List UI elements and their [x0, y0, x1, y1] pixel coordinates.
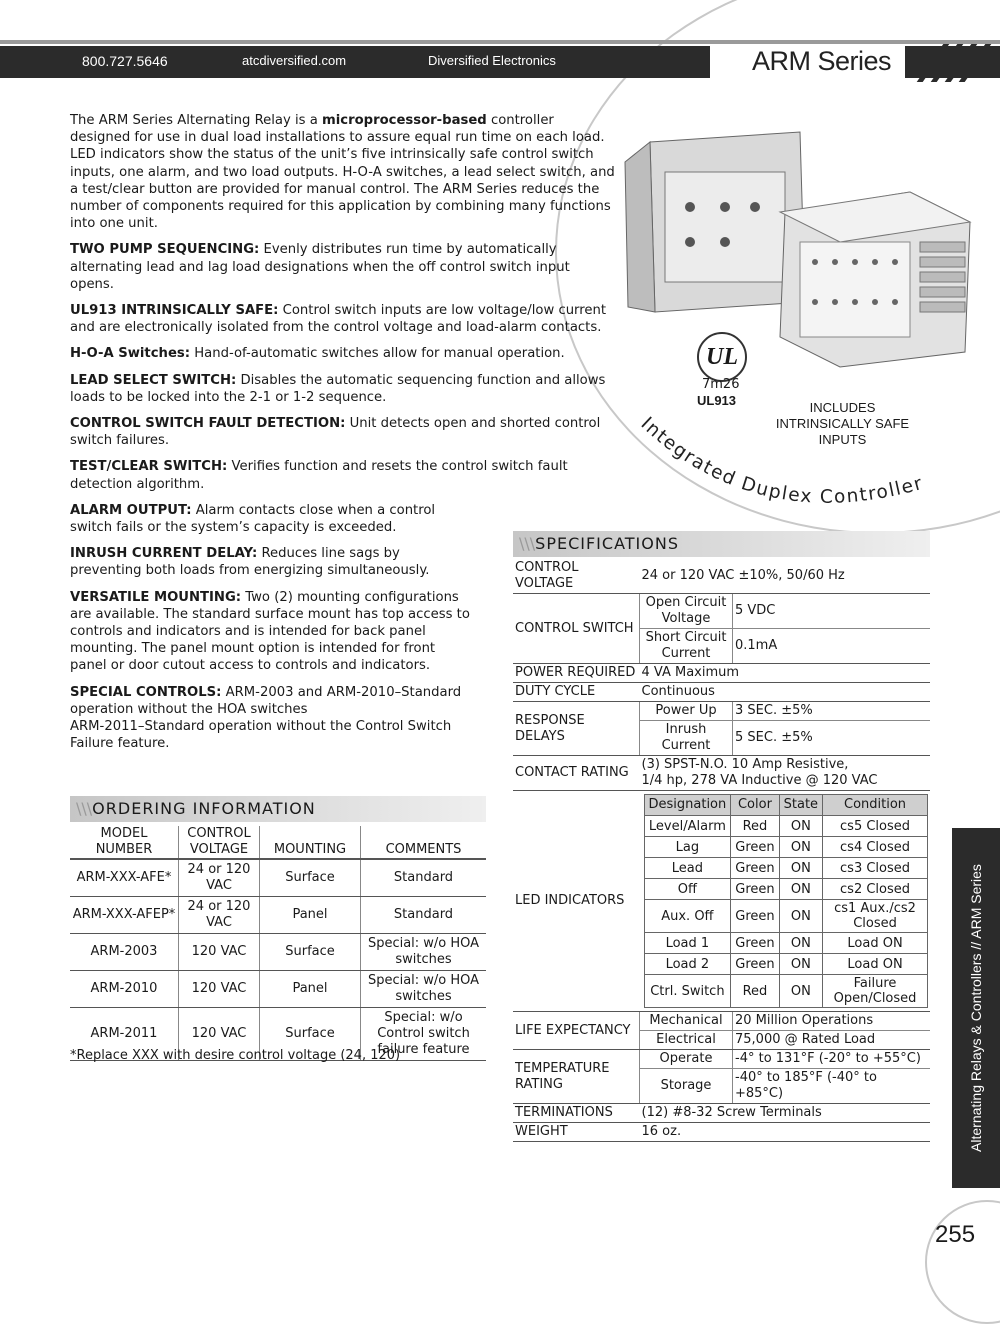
led-cell: ON	[779, 900, 822, 933]
ordering-cell: Surface	[260, 1008, 361, 1061]
led-cell: Level/Alarm	[644, 816, 731, 837]
ordering-cell: ARM-2003	[70, 934, 179, 971]
intro-paragraph: The ARM Series Alternating Relay is a microprocessor-based controller designed for use in dual load installations to assure equal run time on each load. LED indicators show the status of the unit’s five intrinsically safe control switch inputs, one alarm, and two load outputs. H-O-A switches, a lead select switch, and a test/clear button are provided for manual control. The ARM Series reduces the number of components required for this application by combining many functions into one unit.	[70, 113, 615, 232]
feature-paragraph: TEST/CLEAR SWITCH: Verifies function and resets the control switch fault detection algorithm.	[70, 459, 568, 492]
spec-label: LIFE EXPECTANCY	[513, 1012, 640, 1050]
feature-paragraph: H-O-A Switches: Hand-of-automatic switches allow for manual operation.	[70, 346, 565, 362]
spec-row	[513, 594, 930, 629]
ordering-row	[70, 971, 486, 1008]
tagline	[560, 380, 1000, 530]
led-row	[644, 858, 928, 879]
led-cell: Aux. Off	[644, 900, 731, 933]
spec-row	[513, 559, 930, 594]
ordering-row	[70, 897, 486, 934]
spec-row	[513, 1123, 930, 1142]
led-row	[644, 900, 928, 933]
spec-sublabel: Storage	[640, 1069, 733, 1104]
led-cell: Red	[731, 975, 779, 1008]
spec-label: DUTY CYCLE	[513, 683, 640, 702]
feature-paragraph: TWO PUMP SEQUENCING: Evenly distributes run time by automatically alternating lead and lag load designations when the off control switch input opens.	[70, 242, 570, 292]
ordering-cell: 120 VAC	[179, 1008, 260, 1061]
spec-label: TERMINATIONS	[513, 1104, 640, 1123]
led-cell: cs5 Closed	[823, 816, 928, 837]
spec-row	[513, 1050, 930, 1069]
led-cell: ON	[779, 816, 822, 837]
ordering-cell: 24 or 120 VAC	[179, 859, 260, 897]
spec-sublabel: Open Circuit Voltage	[640, 594, 733, 629]
spec-row	[513, 664, 930, 683]
spec-value: (12) #8-32 Screw Terminals	[640, 1104, 931, 1123]
spec-label: CONTACT RATING	[513, 756, 640, 791]
ordering-cell: Panel	[260, 971, 361, 1008]
ordering-cell: Special: w/o Control switch failure feature	[361, 1008, 487, 1061]
spec-value: 24 or 120 VAC ±10%, 50/60 Hz	[640, 559, 931, 594]
spec-label: CONTROL SWITCH	[513, 594, 640, 664]
led-cell: ON	[779, 837, 822, 858]
feature-paragraph: INRUSH CURRENT DELAY: Reduces line sags by preventing both loads from energizing simultaneously.	[70, 546, 430, 579]
led-cell: ON	[779, 975, 822, 1008]
led-cell: Load 2	[644, 954, 731, 975]
ordering-cell: Standard	[361, 859, 487, 897]
feature-paragraph: SPECIAL CONTROLS: ARM-2003 and ARM-2010–Standard operation without the HOA switches ARM-2011–Standard operation without the Control Switch Failure feature.	[70, 684, 462, 752]
spec-sublabel: Mechanical	[640, 1012, 733, 1031]
led-header: Condition	[823, 795, 928, 816]
spec-value: (3) SPST-N.O. 10 Amp Resistive, 1/4 hp, 278 VA Inductive @ 120 VAC	[640, 756, 931, 791]
spec-value: -40° to 185°F (-40° to +85°C)	[733, 1069, 931, 1104]
spec-value: 75,000 @ Rated Load	[733, 1031, 931, 1050]
led-cell: ON	[779, 954, 822, 975]
led-table-cell	[640, 791, 931, 1012]
led-header: Designation	[644, 795, 731, 816]
led-row	[644, 879, 928, 900]
led-cell: cs1 Aux./cs2 Closed	[823, 900, 928, 933]
led-cell: Load ON	[823, 933, 928, 954]
page-title: ARM Series	[752, 46, 892, 76]
spec-value: 20 Million Operations	[733, 1012, 931, 1031]
led-cell: Green	[731, 954, 779, 975]
spec-label: LED INDICATORS	[513, 791, 640, 1012]
specifications-table	[513, 559, 930, 1142]
ordering-row	[70, 859, 486, 897]
ordering-cell: Special: w/o HOA switches	[361, 934, 487, 971]
ordering-header: COMMENTS	[361, 826, 487, 859]
led-cell: Green	[731, 900, 779, 933]
header-phone: 800.727.5646	[82, 53, 168, 69]
spec-value: 3 SEC. ±5%	[733, 702, 931, 721]
led-cell: ON	[779, 879, 822, 900]
page-number-arc	[925, 1200, 1000, 1324]
led-cell: Lag	[644, 837, 731, 858]
led-row	[644, 816, 928, 837]
ordering-row	[70, 934, 486, 971]
led-cell: Green	[731, 879, 779, 900]
ordering-cell: 120 VAC	[179, 934, 260, 971]
led-cell: Off	[644, 879, 731, 900]
product-photo	[620, 112, 980, 392]
spec-row	[513, 1012, 930, 1031]
spec-value: -4° to 131°F (-20° to +55°C)	[733, 1050, 931, 1069]
feature-paragraph: CONTROL SWITCH FAULT DETECTION: Unit detects open and shorted control switch failures.	[70, 416, 601, 449]
header-rule	[0, 40, 1000, 44]
led-cell: Ctrl. Switch	[644, 975, 731, 1008]
page-number: 255	[935, 1221, 976, 1248]
spec-label: POWER REQUIRED	[513, 664, 640, 683]
ordering-note: *Replace XXX with desire control voltage (24, 120)	[70, 1048, 401, 1063]
led-header: Color	[731, 795, 779, 816]
led-cell: ON	[779, 858, 822, 879]
spec-value: 16 oz.	[640, 1123, 931, 1142]
spec-label: CONTROL VOLTAGE	[513, 559, 640, 594]
spec-row	[513, 683, 930, 702]
led-cell: Green	[731, 933, 779, 954]
ordering-cell: Surface	[260, 934, 361, 971]
spec-row	[513, 1104, 930, 1123]
led-cell: cs3 Closed	[823, 858, 928, 879]
spec-value: Continuous	[640, 683, 931, 702]
header-website[interactable]: atcdiversified.com	[242, 53, 347, 68]
ordering-cell: ARM-XXX-AFEP*	[70, 897, 179, 934]
spec-value: 0.1mA	[733, 629, 931, 664]
led-cell: Load 1	[644, 933, 731, 954]
spec-value: 5 VDC	[733, 594, 931, 629]
led-row	[644, 933, 928, 954]
ordering-heading: \\\ORDERING INFORMATION	[70, 796, 486, 822]
specifications-heading: \\\SPECIFICATIONS	[513, 531, 930, 557]
led-row	[644, 954, 928, 975]
svg-text:Integrated Duplex Controller	[637, 413, 926, 507]
led-cell: Red	[731, 816, 779, 837]
spec-value: 4 VA Maximum	[640, 664, 931, 683]
led-indicators-table	[644, 794, 929, 1008]
feature-paragraph: VERSATILE MOUNTING: Two (2) mounting configurations are available. The standard surface mount has top access to controls and indicators and is intended for back panel mounting. The panel mount option is intended for front panel or door cutout access to controls and indicators.	[70, 589, 470, 674]
feature-paragraph: LEAD SELECT SWITCH: Disables the automatic sequencing function and allows loads to be locked into the 2-1 or 1-2 sequence.	[70, 372, 606, 405]
ordering-cell: ARM-2011	[70, 1008, 179, 1061]
feature-paragraph: UL913 INTRINSICALLY SAFE: Control switch inputs are low voltage/low current and are electronically isolated from the control voltage and load-alarm contacts.	[70, 303, 607, 336]
ordering-cell: Special: w/o HOA switches	[361, 971, 487, 1008]
spec-value: 5 SEC. ±5%	[733, 721, 931, 756]
ordering-cell: ARM-2010	[70, 971, 179, 1008]
spec-row	[513, 791, 930, 1012]
led-cell: Load ON	[823, 954, 928, 975]
ordering-cell: Standard	[361, 897, 487, 934]
spec-sublabel: Electrical	[640, 1031, 733, 1050]
spec-sublabel: Short Circuit Current	[640, 629, 733, 664]
spec-row	[513, 756, 930, 791]
spec-sublabel: Inrush Current	[640, 721, 733, 756]
tagline-text: Integrated Duplex Controller	[636, 413, 926, 508]
led-cell: ON	[779, 933, 822, 954]
ul-code: 7m26	[702, 377, 740, 392]
ul-logo-icon: UL	[697, 332, 747, 382]
spec-label: RESPONSE DELAYS	[513, 702, 640, 756]
led-row	[644, 837, 928, 858]
ordering-header: MODEL NUMBER	[70, 826, 179, 859]
spec-label: TEMPERATURE RATING	[513, 1050, 640, 1104]
spec-label: WEIGHT	[513, 1123, 640, 1142]
led-cell: cs4 Closed	[823, 837, 928, 858]
led-cell: Failure Open/Closed	[823, 975, 928, 1008]
led-cell: Lead	[644, 858, 731, 879]
includes-note: INCLUDES INTRINSICALLY SAFE INPUTS	[775, 400, 910, 447]
ordering-cell: 24 or 120 VAC	[179, 897, 260, 934]
led-row	[644, 975, 928, 1008]
ordering-header: CONTROL VOLTAGE	[179, 826, 260, 859]
ul-number: UL913	[697, 393, 737, 408]
ordering-cell: 120 VAC	[179, 971, 260, 1008]
ordering-cell: Panel	[260, 897, 361, 934]
feature-paragraph: ALARM OUTPUT: Alarm contacts close when a control switch fails or the system’s capacity is exceeded.	[70, 502, 436, 536]
side-tab-label: Alternating Relays & Controllers // ARM Series	[968, 864, 984, 1152]
led-header: State	[779, 795, 822, 816]
led-cell: Green	[731, 837, 779, 858]
header-company: Diversified Electronics	[428, 53, 556, 68]
spec-row	[513, 702, 930, 721]
spec-sublabel: Operate	[640, 1050, 733, 1069]
ordering-cell: Surface	[260, 859, 361, 897]
ordering-header: MOUNTING	[260, 826, 361, 859]
spec-sublabel: Power Up	[640, 702, 733, 721]
led-cell: Green	[731, 858, 779, 879]
ordering-cell: ARM-XXX-AFE*	[70, 859, 179, 897]
led-cell: cs2 Closed	[823, 879, 928, 900]
ordering-table	[70, 826, 486, 1061]
